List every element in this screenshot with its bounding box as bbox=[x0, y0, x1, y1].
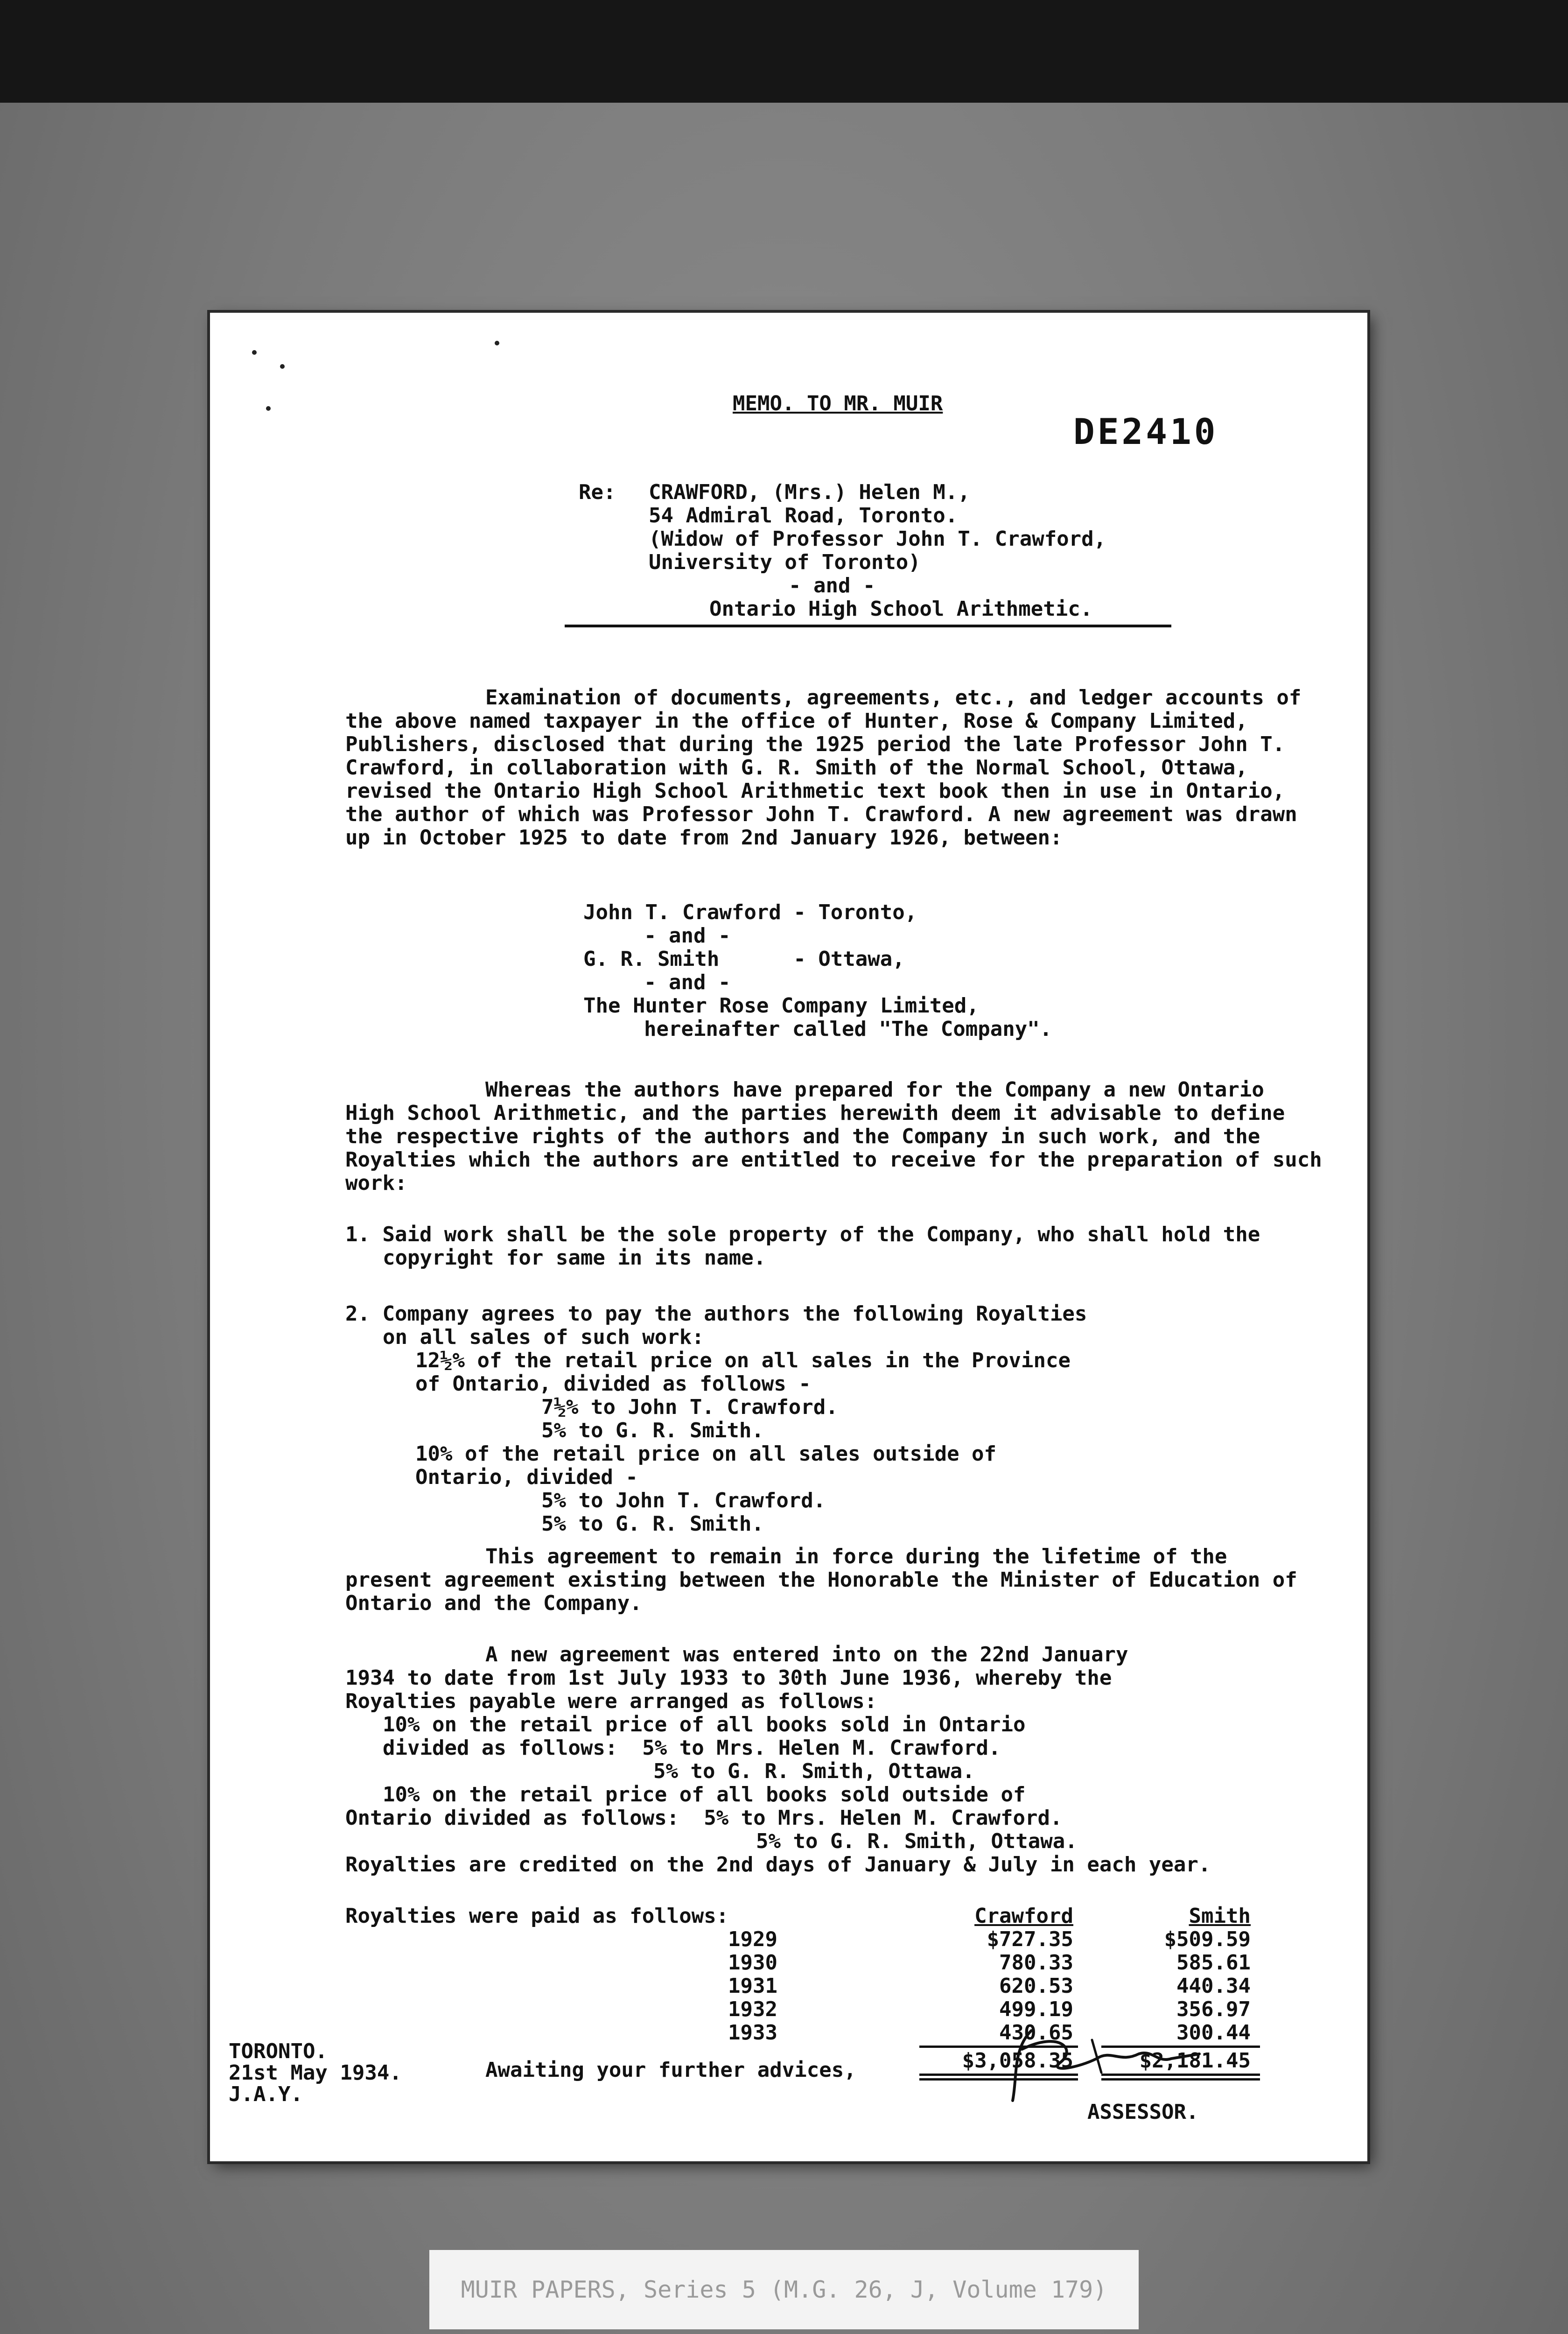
agreement-line: 1934 to date from 1st July 1933 to 30th June 1936, whereby the bbox=[345, 1666, 1112, 1690]
table-cell-smith: 440.34 bbox=[1176, 1974, 1251, 1998]
film-speck bbox=[280, 364, 285, 369]
re-line: (Widow of Professor John T. Crawford, bbox=[649, 527, 1106, 551]
table-cell-crawford: $727.35 bbox=[987, 1927, 1073, 1951]
closing-line: Awaiting your further advices, bbox=[485, 2058, 856, 2082]
party-line: G. R. Smith - Ottawa, bbox=[583, 947, 905, 971]
agreement-line: A new agreement was entered into on the 22nd January bbox=[485, 1643, 1128, 1666]
paragraph-examination: Examination of documents, agreements, etc., and ledger accounts of the above named taxpayer in the office of Hunter, Rose & Company Limited, Publishers, disclosed that during the 1925 period the late Professor John T. Crawford, in collaboration with G. R. Smith of the Normal School, Ottawa, revised the Ontario High School Arithmetic text book then in use in Ontario, the author of which was Professor John T. Crawford. A new agreement was drawn up in October 1925 to date from 2nd January 1926, between: bbox=[345, 686, 1302, 850]
table-cell-crawford: 499.19 bbox=[999, 1997, 1073, 2021]
paragraph-lifetime: This agreement to remain in force during the lifetime of the present agreement existing between the Honorable the Minister of Education of Ontario and the Company. bbox=[345, 1545, 1297, 1615]
table-cell-crawford: 620.53 bbox=[999, 1974, 1073, 1998]
film-speck bbox=[266, 406, 271, 411]
agreement-line: 10% on the retail price of all books sold in Ontario bbox=[383, 1713, 1026, 1736]
table-year: 1932 bbox=[728, 1997, 777, 2021]
re-line: CRAWFORD, (Mrs.) Helen M., bbox=[649, 480, 970, 504]
agreement-line: divided as follows: 5% to Mrs. Helen M. Crawford. bbox=[383, 1736, 1001, 1760]
agreement-line: 5% to G. R. Smith, Ottawa. bbox=[653, 1759, 975, 1783]
paragraph-new-agreement bbox=[345, 1643, 1211, 1877]
table-year: 1931 bbox=[728, 1974, 777, 1998]
re-block bbox=[649, 481, 1106, 621]
table-cell-smith: $509.59 bbox=[1164, 1927, 1251, 1951]
memo-document bbox=[210, 313, 1367, 2161]
table-year: 1930 bbox=[728, 1951, 777, 1975]
clause-line: 12½% of the retail price on all sales in the Province bbox=[415, 1349, 1071, 1372]
clause-line: 5% to G. R. Smith. bbox=[541, 1419, 764, 1442]
paragraph-whereas: Whereas the authors have prepared for the Company a new Ontario High School Arithmetic, and the parties herewith deem it advisable to define the respective rights of the authors and the Company in such work, and the Royalties which the authors are entitled to receive for the preparation of such work: bbox=[345, 1078, 1322, 1195]
film-speck bbox=[495, 341, 499, 345]
initials: J.A.Y. bbox=[229, 2082, 303, 2106]
agreement-line: 5% to G. R. Smith, Ottawa. bbox=[756, 1829, 1078, 1853]
film-speck bbox=[252, 350, 257, 355]
archive-reference-strip: MUIR PAPERS, Series 5 (M.G. 26, J, Volume 179) bbox=[429, 2250, 1139, 2329]
party-line: John T. Crawford - Toronto, bbox=[583, 900, 917, 924]
memo-title: MEMO. TO MR. MUIR bbox=[733, 392, 943, 415]
table-year: 1929 bbox=[728, 1927, 777, 1951]
party-line: hereinafter called "The Company". bbox=[644, 1017, 1052, 1041]
memo-date: 21st May 1934. bbox=[229, 2061, 402, 2085]
agreement-line: Royalties payable were arranged as follows: bbox=[345, 1689, 877, 1713]
document-id: DE2410 bbox=[1073, 411, 1218, 452]
memo-footer-left bbox=[229, 2040, 402, 2104]
clause-line: of Ontario, divided as follows - bbox=[415, 1372, 811, 1396]
header-crawford: Crawford bbox=[974, 1904, 1073, 1928]
total-crawford: $3,058.35 bbox=[962, 2049, 1073, 2073]
clause-line: 7½% to John T. Crawford. bbox=[541, 1395, 838, 1419]
re-line: - and - bbox=[789, 574, 875, 598]
re-label: Re: bbox=[579, 480, 616, 504]
clause-1: 1. Said work shall be the sole property of the Company, who shall hold the copyright for same in its name. bbox=[345, 1223, 1260, 1270]
header-smith: Smith bbox=[1189, 1904, 1251, 1928]
table-year: 1933 bbox=[728, 2021, 777, 2045]
clause-2 bbox=[345, 1302, 1087, 1536]
party-line: The Hunter Rose Company Limited, bbox=[583, 994, 979, 1018]
table-cell-crawford: 430.65 bbox=[999, 2021, 1073, 2045]
party-line: - and - bbox=[644, 924, 731, 948]
agreement-line: 10% on the retail price of all books sold outside of bbox=[383, 1783, 1026, 1807]
parties-list bbox=[583, 901, 1052, 1041]
re-underline bbox=[565, 625, 1171, 627]
clause-line: 10% of the retail price on all sales outside of bbox=[415, 1442, 997, 1466]
clause-line: 2. Company agrees to pay the authors the following Royalties bbox=[345, 1302, 1087, 1326]
table-cell-smith: 585.61 bbox=[1176, 1951, 1251, 1975]
agreement-line: Royalties are credited on the 2nd days of January & July in each year. bbox=[345, 1853, 1211, 1877]
total-smith: $2,181.45 bbox=[1139, 2049, 1251, 2073]
clause-line: 5% to John T. Crawford. bbox=[541, 1489, 826, 1512]
table-intro: Royalties were paid as follows: bbox=[345, 1904, 729, 1928]
table-cell-crawford: 780.33 bbox=[999, 1951, 1073, 1975]
table-cell-smith: 356.97 bbox=[1176, 1997, 1251, 2021]
re-line: University of Toronto) bbox=[649, 550, 921, 574]
handwritten-signature bbox=[1003, 2021, 1209, 2105]
table-cell-smith: 300.44 bbox=[1176, 2021, 1251, 2045]
agreement-line: Ontario divided as follows: 5% to Mrs. Helen M. Crawford. bbox=[345, 1806, 1063, 1830]
clause-line: Ontario, divided - bbox=[415, 1465, 638, 1489]
re-line: Ontario High School Arithmetic. bbox=[709, 597, 1093, 621]
party-line: - and - bbox=[644, 970, 731, 994]
clause-line: on all sales of such work: bbox=[383, 1325, 704, 1349]
assessor-label: ASSESSOR. bbox=[1087, 2100, 1199, 2124]
clause-line: 5% to G. R. Smith. bbox=[541, 1512, 764, 1536]
re-line: 54 Admiral Road, Toronto. bbox=[649, 504, 958, 527]
place: TORONTO. bbox=[229, 2039, 328, 2063]
